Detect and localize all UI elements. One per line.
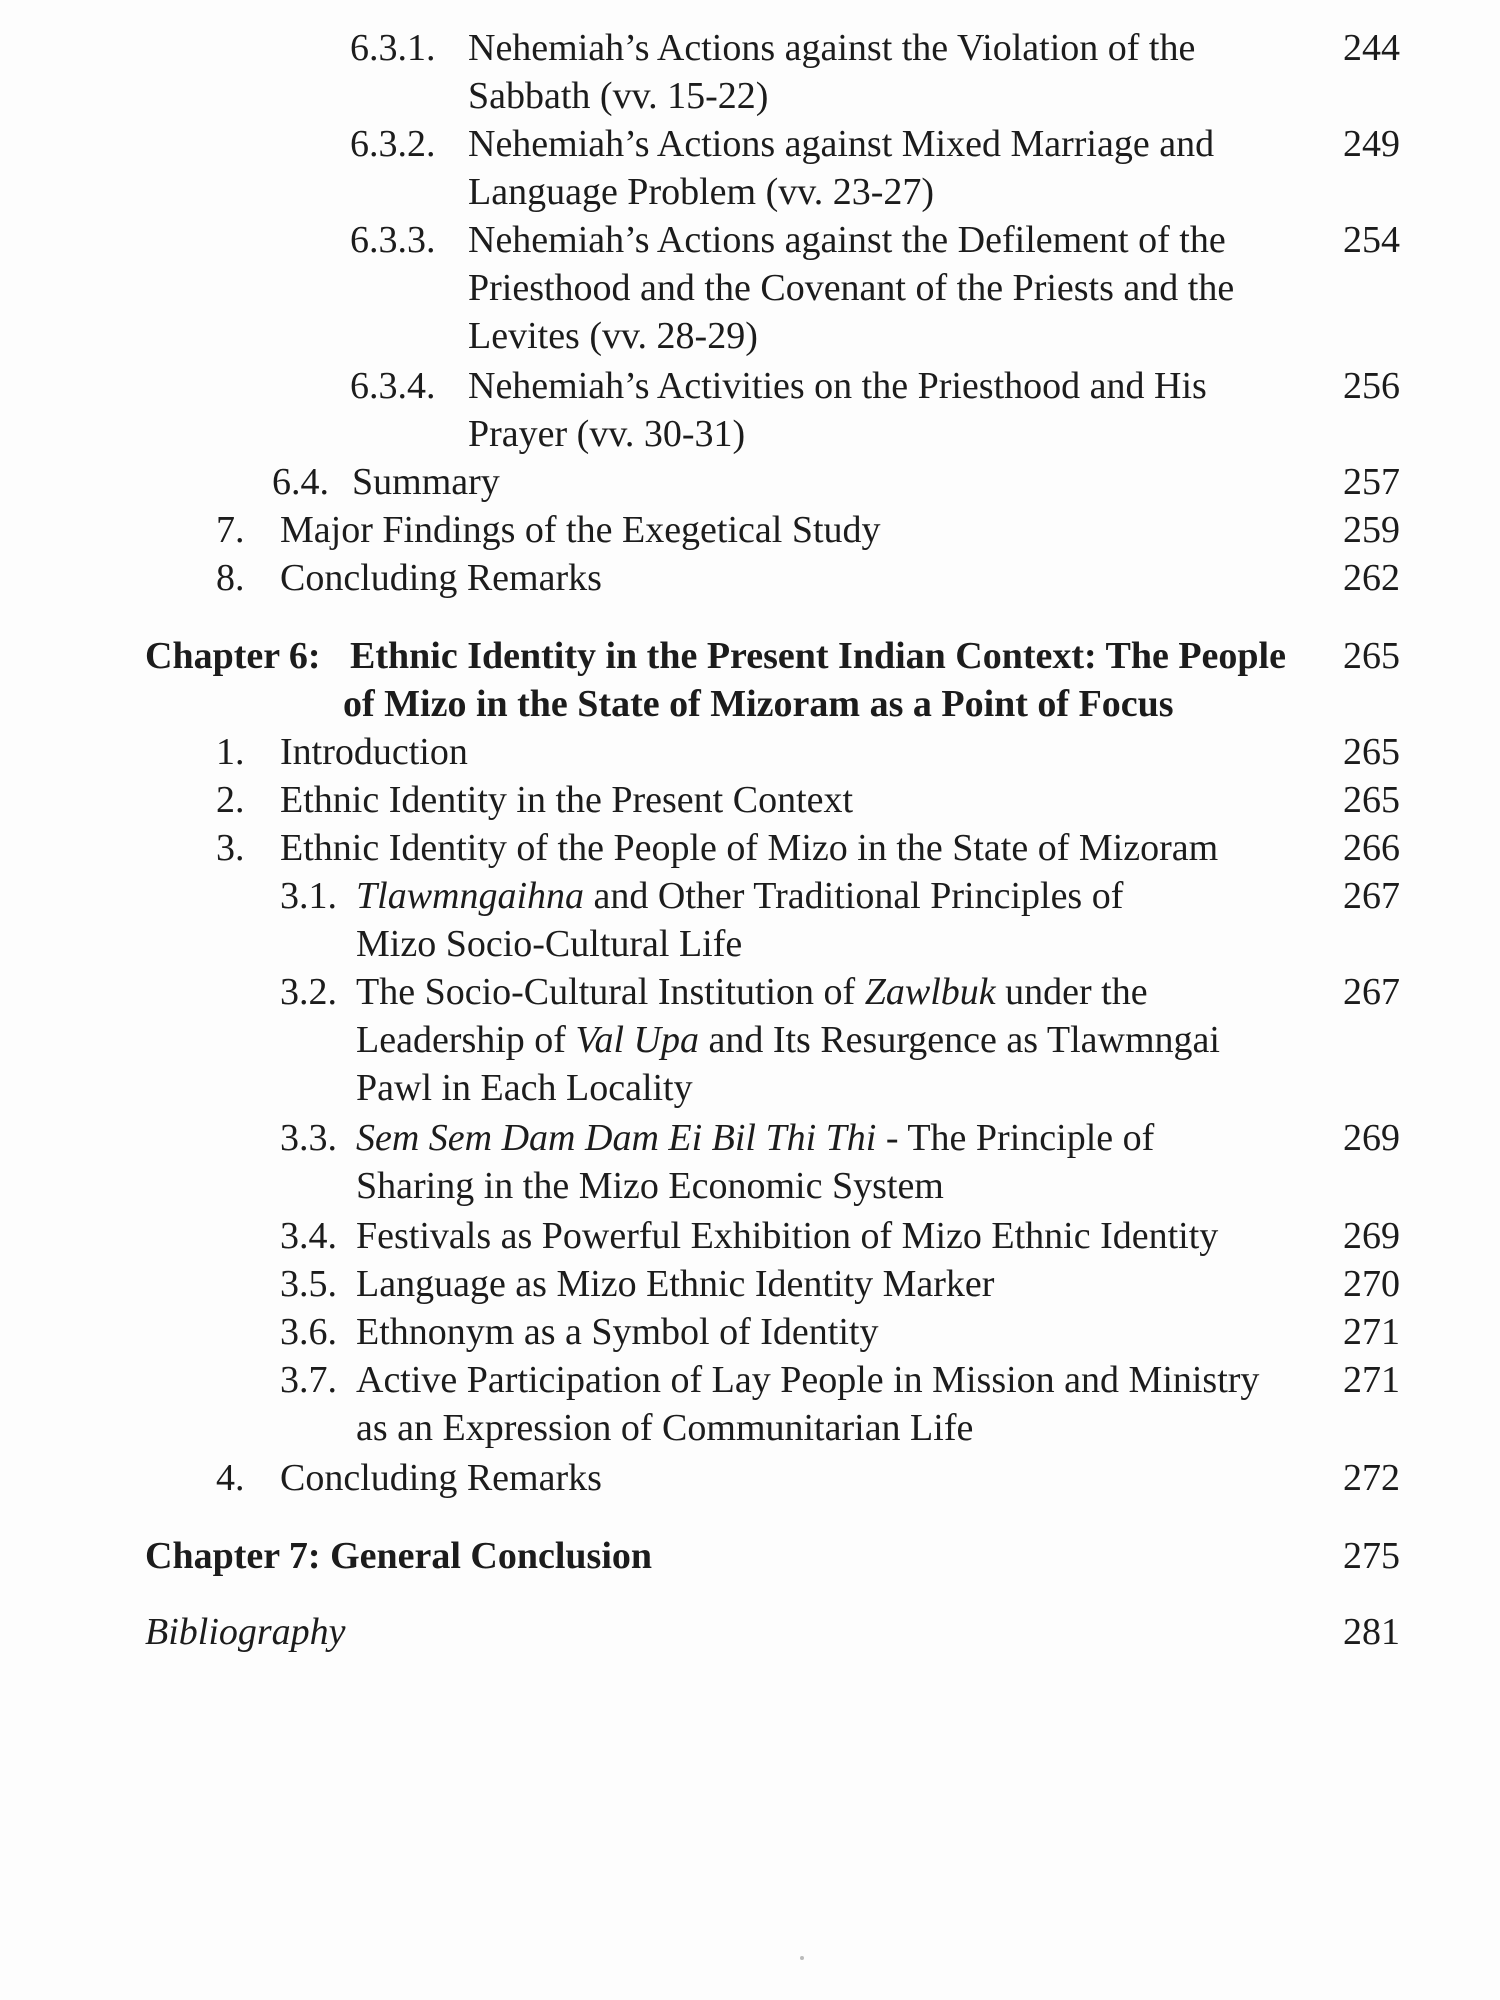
page-number: 271 xyxy=(1343,1359,1400,1401)
entry-title xyxy=(356,872,1123,920)
entry-number: 3.4. xyxy=(280,1215,337,1257)
page-number: 269 xyxy=(1343,1117,1400,1159)
entry-text: and Its Resurgence as Tlawmngai xyxy=(698,1019,1220,1061)
entry-title: Festivals as Powerful Exhibition of Mizo Ethnic Identity xyxy=(356,1215,1219,1257)
entry-title: Mizo Socio-Cultural Life xyxy=(356,923,743,965)
entry-text: and Other Traditional Principles of xyxy=(584,875,1124,917)
chapter-label: Chapter 6: xyxy=(145,635,321,677)
page-number: 275 xyxy=(1343,1535,1400,1577)
page-number: 265 xyxy=(1343,779,1400,821)
entry-title: Prayer (vv. 30-31) xyxy=(468,413,746,455)
entry-text: - The Principle of xyxy=(876,1117,1155,1159)
entry-title: Ethnonym as a Symbol of Identity xyxy=(356,1311,879,1353)
toc-entry xyxy=(210,728,1400,776)
entry-number: 8. xyxy=(216,557,245,599)
entry-number: 7. xyxy=(216,509,245,551)
italic-term: Val Upa xyxy=(575,1019,699,1061)
toc-entry xyxy=(280,1260,1400,1308)
toc-entry xyxy=(280,968,1400,1112)
entry-title: Nehemiah’s Actions against the Defilement of the xyxy=(468,219,1226,261)
page-number: 249 xyxy=(1343,123,1400,165)
toc-entry xyxy=(280,1356,1400,1452)
entry-number: 1. xyxy=(216,731,245,773)
entry-text: The Socio-Cultural Institution of xyxy=(356,971,865,1013)
entry-title: Sharing in the Mizo Economic System xyxy=(356,1165,944,1207)
entry-title: Major Findings of the Exegetical Study xyxy=(280,509,881,551)
page-number: 257 xyxy=(1343,461,1400,503)
page-number: 265 xyxy=(1343,635,1400,677)
page-number: 267 xyxy=(1343,971,1400,1013)
italic-term: Zawlbuk xyxy=(864,971,996,1013)
toc-entry xyxy=(210,554,1400,602)
entry-number: 3.6. xyxy=(280,1311,337,1353)
chapter-title: Chapter 7: General Conclusion xyxy=(145,1535,653,1577)
entry-title: Ethnic Identity of the People of Mizo in the State of Mizoram xyxy=(280,827,1219,869)
entry-number: 3. xyxy=(216,827,245,869)
page-number: 272 xyxy=(1343,1457,1400,1499)
chapter-title: Ethnic Identity in the Present Indian Context: The People xyxy=(350,635,1286,677)
entry-title xyxy=(356,1016,1220,1064)
toc-entry xyxy=(272,458,1400,506)
toc-entry xyxy=(210,824,1400,872)
entry-number: 3.5. xyxy=(280,1263,337,1305)
toc-entry xyxy=(210,776,1400,824)
entry-number: 6.3.2. xyxy=(350,123,436,165)
toc-entry xyxy=(350,24,1400,120)
entry-title: Pawl in Each Locality xyxy=(356,1067,693,1109)
toc-entry xyxy=(210,506,1400,554)
entry-title: Nehemiah’s Activities on the Priesthood and His xyxy=(468,365,1207,407)
page-number: 270 xyxy=(1343,1263,1400,1305)
entry-title: Active Participation of Lay People in Mission and Ministry xyxy=(356,1359,1260,1401)
entry-title: Language as Mizo Ethnic Identity Marker xyxy=(356,1263,995,1305)
entry-title: Summary xyxy=(352,461,500,503)
entry-text: under the xyxy=(995,971,1148,1013)
entry-number: 6.4. xyxy=(272,461,329,503)
entry-title: Nehemiah’s Actions against Mixed Marriage and xyxy=(468,123,1215,165)
page-number: 281 xyxy=(1343,1611,1400,1653)
entry-title: Concluding Remarks xyxy=(280,557,602,599)
entry-title xyxy=(356,1114,1154,1162)
toc-entry xyxy=(280,1308,1400,1356)
page-number: 267 xyxy=(1343,875,1400,917)
page-number: 244 xyxy=(1343,27,1400,69)
entry-number: 3.7. xyxy=(280,1359,337,1401)
paper-speck xyxy=(800,1956,804,1960)
entry-title: Ethnic Identity in the Present Context xyxy=(280,779,854,821)
entry-number: 6.3.3. xyxy=(350,219,436,261)
page-number: 271 xyxy=(1343,1311,1400,1353)
entry-title: as an Expression of Communitarian Life xyxy=(356,1407,974,1449)
entry-title: Nehemiah’s Actions against the Violation of the xyxy=(468,27,1196,69)
chapter-title: of Mizo in the State of Mizoram as a Point of Focus xyxy=(343,683,1174,725)
entry-number: 4. xyxy=(216,1457,245,1499)
italic-term: Tlawmngaihna xyxy=(356,875,585,917)
toc-entry xyxy=(350,362,1400,458)
chapter-7-heading xyxy=(145,1532,1400,1580)
entry-number: 3.2. xyxy=(280,971,337,1013)
entry-title: Priesthood and the Covenant of the Priests and the xyxy=(468,267,1235,309)
entry-title: Concluding Remarks xyxy=(280,1457,602,1499)
page-number: 265 xyxy=(1343,731,1400,773)
page-number: 269 xyxy=(1343,1215,1400,1257)
bibliography-entry xyxy=(145,1608,1400,1656)
italic-term: Sem Sem Dam Dam Ei Bil Thi Thi xyxy=(356,1117,877,1159)
toc-entry xyxy=(350,120,1400,216)
bibliography-label: Bibliography xyxy=(145,1611,346,1653)
page-number: 266 xyxy=(1343,827,1400,869)
entry-number: 6.3.1. xyxy=(350,27,436,69)
entry-number: 3.1. xyxy=(280,875,337,917)
toc-entry xyxy=(350,216,1400,360)
entry-title: Levites (vv. 28-29) xyxy=(468,315,758,357)
page-number: 254 xyxy=(1343,219,1400,261)
entry-title xyxy=(356,968,1148,1016)
entry-number: 2. xyxy=(216,779,245,821)
entry-title: Introduction xyxy=(280,731,468,773)
page-number: 262 xyxy=(1343,557,1400,599)
entry-title: Language Problem (vv. 23-27) xyxy=(468,171,935,213)
page-number: 259 xyxy=(1343,509,1400,551)
chapter-6-heading xyxy=(145,632,1400,728)
toc-entry xyxy=(280,1114,1400,1210)
entry-text: Leadership of xyxy=(356,1019,576,1061)
toc-entry xyxy=(210,1454,1400,1502)
toc-entry xyxy=(280,1212,1400,1260)
page-number: 256 xyxy=(1343,365,1400,407)
toc-entry xyxy=(280,872,1400,968)
entry-number: 3.3. xyxy=(280,1117,337,1159)
entry-title: Sabbath (vv. 15-22) xyxy=(468,75,769,117)
entry-number: 6.3.4. xyxy=(350,365,436,407)
